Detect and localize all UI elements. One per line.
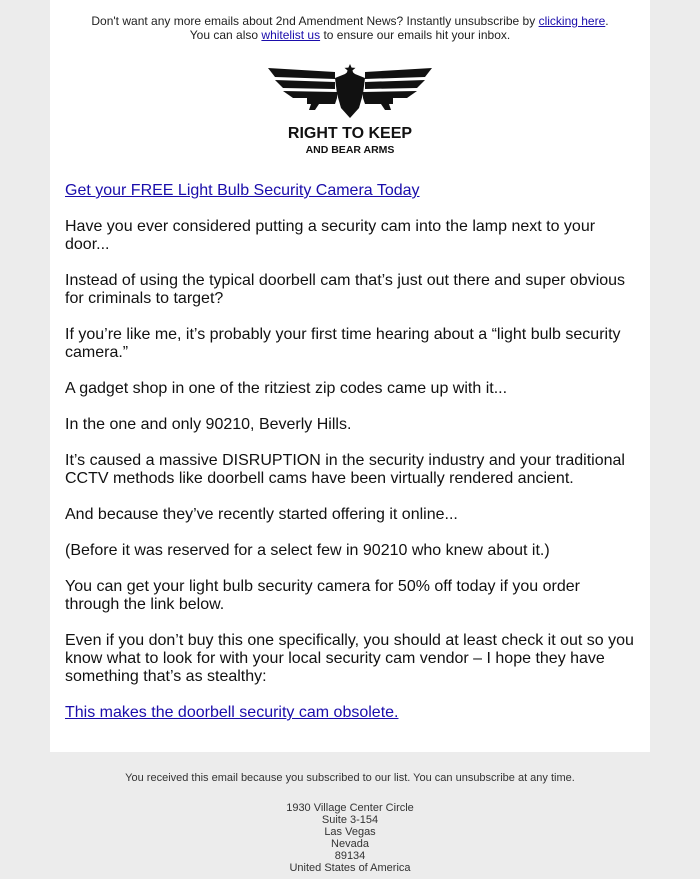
obsolete-doorbell-link[interactable]: This makes the doorbell security cam obsolete. (65, 704, 399, 721)
paragraph: In the one and only 90210, Beverly Hills. (65, 416, 352, 433)
logo-line-1: RIGHT TO KEEP (287, 125, 413, 142)
right-to-keep-logo (265, 64, 435, 160)
address-line: 1930 Village Center Circle (286, 802, 414, 814)
subscription-note: You received this email because you subscribed to our list. You can unsubscribe at any time. (125, 772, 575, 784)
paragraph: It’s caused a massive DISRUPTION in the security industry and your traditional CCTV methods like doorbell cams have been virtually rendered ancient. (65, 452, 625, 487)
address-line: Suite 3-154 (321, 814, 379, 826)
preheader-line-1 (50, 14, 650, 28)
mailing-address (0, 802, 700, 874)
preheader (50, 0, 650, 42)
email-card (50, 0, 650, 752)
paragraph: Even if you don’t buy this one specifically, you should at least check it out so you know what to look for with your local security cam vendor – I hope they have something that’s as stealthy: (65, 632, 634, 685)
whitelist-link[interactable]: whitelist us (261, 28, 321, 42)
eagle-wings-icon (268, 68, 432, 118)
email-footer (0, 772, 700, 874)
address-line: Nevada (331, 838, 369, 850)
paragraph: A gadget shop in one of the ritziest zip codes came up with it... (65, 380, 508, 397)
logo-line-2: AND BEAR ARMS (305, 144, 395, 156)
paragraph: (Before it was reserved for a select few in 90210 who knew about it.) (65, 542, 550, 559)
email-body (50, 182, 650, 722)
preheader-text-3: to ensure our emails hit your inbox. (323, 28, 511, 42)
paragraph: You can get your light bulb security camera for 50% off today if you order through the link below. (65, 578, 580, 613)
preheader-line-2 (50, 28, 650, 42)
paragraph: Instead of using the typical doorbell cam that’s just out there and super obvious for criminals to target? (65, 272, 626, 307)
preheader-text-2: You can also (189, 28, 259, 42)
paragraph: And because they’ve recently started offering it online... (65, 506, 458, 523)
paragraph: If you’re like me, it’s probably your first time hearing about a “light bulb security camera.” (65, 326, 621, 361)
address-line: Las Vegas (324, 826, 376, 838)
address-line: United States of America (289, 862, 411, 874)
free-camera-link[interactable]: Get your FREE Light Bulb Security Camera Today (65, 182, 420, 199)
preheader-text: Don't want any more emails about 2nd Amendment News? Instantly unsubscribe by (91, 14, 536, 28)
unsubscribe-link[interactable]: clicking here (538, 14, 606, 28)
paragraph: Have you ever considered putting a security cam into the lamp next to your door... (65, 218, 596, 253)
preheader-period: . (605, 14, 609, 28)
address-line: 89134 (334, 850, 366, 862)
